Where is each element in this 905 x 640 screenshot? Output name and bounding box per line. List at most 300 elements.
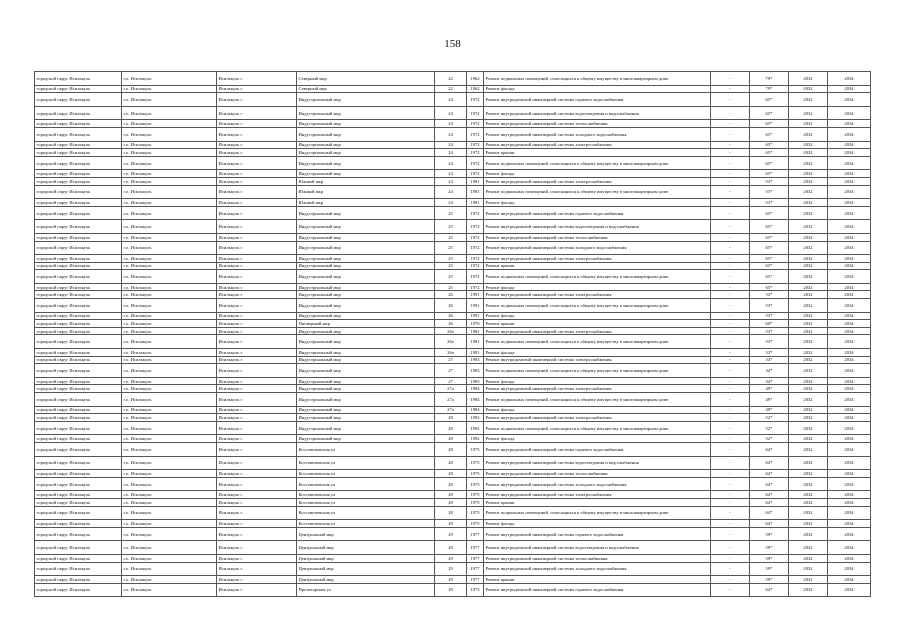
table-row — [35, 442, 871, 456]
cell-municipality: городской округ Исилькуль — [35, 576, 122, 584]
cell-blank: - — [711, 470, 750, 478]
cell-year-from: 2032 — [789, 270, 828, 284]
cell-municipality: городской округ Исилькуль — [35, 406, 122, 414]
cell-blank: - — [711, 156, 750, 170]
cell-street: Индустриальный мкр — [297, 291, 435, 299]
table-row — [35, 185, 871, 199]
cell-year-from: 2032 — [789, 377, 828, 385]
cell-year-to: 2034 — [828, 421, 871, 435]
cell-house-number: 28 — [435, 470, 467, 478]
cell-house-number: 28 — [435, 520, 467, 528]
cell-street: Центральный мкр — [297, 576, 435, 584]
cell-build-year: 1983 — [467, 377, 484, 385]
cell-street: Индустриальный мкр — [297, 385, 435, 393]
cell-blank: - — [711, 85, 750, 93]
cell-street: Индустриальный мкр — [297, 349, 435, 357]
cell-cost: 64* — [750, 477, 789, 491]
cell-district: г.о. Исилькуль — [122, 312, 217, 320]
cell-blank: - — [711, 364, 750, 378]
cell-settlement: Исилькуль г — [217, 255, 297, 263]
cell-settlement: Исилькуль г — [217, 312, 297, 320]
cell-work-type: Ремонт подвальных помещений, относящихся к общему имуществу в многоквартирном доме — [484, 270, 711, 284]
cell-street: Индустриальный мкр — [297, 406, 435, 414]
cell-cost: 65* — [750, 106, 789, 120]
cell-year-to: 2034 — [828, 377, 871, 385]
cell-municipality: городской округ Исилькуль — [35, 106, 122, 120]
table-row — [35, 349, 871, 357]
cell-year-to: 2034 — [828, 106, 871, 120]
cell-house-number: 26а — [435, 349, 467, 357]
cell-year-to: 2034 — [828, 506, 871, 520]
cell-street: Центральный мкр — [297, 562, 435, 576]
cell-year-from: 2032 — [789, 506, 828, 520]
cell-district: г.о. Исилькуль — [122, 320, 217, 328]
table-row — [35, 312, 871, 320]
cell-house-number: 26 — [435, 320, 467, 328]
table-row — [35, 241, 871, 255]
cell-year-to: 2034 — [828, 364, 871, 378]
cell-cost: 65* — [750, 149, 789, 157]
cell-build-year: 1983 — [467, 356, 484, 364]
cell-year-from: 2032 — [789, 120, 828, 128]
cell-build-year: 1975 — [467, 477, 484, 491]
cell-district: г.о. Исилькуль — [122, 506, 217, 520]
cell-blank: - — [711, 442, 750, 456]
cell-work-type: Ремонт внутридомовой инженерной системы горячего водоснабжения — [484, 527, 711, 541]
table-row — [35, 120, 871, 128]
cell-street: Коссовичевская ул — [297, 470, 435, 478]
cell-municipality: городской округ Исилькуль — [35, 233, 122, 241]
cell-district: г.о. Исилькуль — [122, 498, 217, 506]
cell-street: Коссовичевская ул — [297, 498, 435, 506]
cell-district: г.о. Исилькуль — [122, 520, 217, 528]
cell-settlement: Исилькуль г — [217, 127, 297, 141]
cell-settlement: Исилькуль г — [217, 520, 297, 528]
cell-work-type: Ремонт подвальных помещений, относящихся к общему имуществу в многоквартирном доме — [484, 185, 711, 199]
cell-settlement: Исилькуль г — [217, 262, 297, 270]
cell-municipality: городской округ Исилькуль — [35, 554, 122, 562]
cell-cost: 53* — [750, 335, 789, 349]
cell-cost: 64* — [750, 470, 789, 478]
cell-work-type: Ремонт подвальных помещений, относящихся к общему имуществу в многоквартирном доме — [484, 156, 711, 170]
cell-municipality: городской округ Исилькуль — [35, 421, 122, 435]
cell-settlement: Исилькуль г — [217, 170, 297, 178]
cell-year-from: 2032 — [789, 170, 828, 178]
cell-municipality: городской округ Исилькуль — [35, 506, 122, 520]
cell-municipality: городской округ Исилькуль — [35, 127, 122, 141]
cell-build-year: 1975 — [467, 442, 484, 456]
cell-district: г.о. Исилькуль — [122, 414, 217, 422]
cell-work-type: Ремонт фасада — [484, 312, 711, 320]
cell-settlement: Исилькуль г — [217, 327, 297, 335]
cell-blank: - — [711, 520, 750, 528]
cell-year-from: 2032 — [789, 520, 828, 528]
cell-work-type: Ремонт внутридомовой инженерной системы электроснабжения — [484, 177, 711, 185]
cell-house-number: 24 — [435, 185, 467, 199]
cell-year-to: 2034 — [828, 270, 871, 284]
cell-work-type: Ремонт внутридомовой инженерной системы теплоснабжения — [484, 120, 711, 128]
cell-district: г.о. Исилькуль — [122, 477, 217, 491]
cell-build-year: 1972 — [467, 149, 484, 157]
cell-year-to: 2034 — [828, 177, 871, 185]
cell-year-from: 2032 — [789, 220, 828, 234]
cell-year-from: 2032 — [789, 312, 828, 320]
cell-house-number: 27а — [435, 385, 467, 393]
cell-year-to: 2034 — [828, 149, 871, 157]
cell-year-to: 2034 — [828, 491, 871, 499]
cell-settlement: Исилькуль г — [217, 393, 297, 407]
cell-cost: 64* — [750, 491, 789, 499]
cell-year-from: 2032 — [789, 320, 828, 328]
cell-district: г.о. Исилькуль — [122, 93, 217, 107]
table-row — [35, 255, 871, 263]
cell-build-year: 1972 — [467, 120, 484, 128]
cell-blank: - — [711, 283, 750, 291]
cell-work-type: Ремонт внутридомовой инженерной системы холодного водоснабжения — [484, 477, 711, 491]
cell-house-number: 27 — [435, 356, 467, 364]
cell-settlement: Исилькуль г — [217, 456, 297, 470]
cell-settlement: Исилькуль г — [217, 377, 297, 385]
cell-work-type: Ремонт внутридомовой инженерной системы электроснабжения — [484, 385, 711, 393]
cell-year-from: 2032 — [789, 385, 828, 393]
cell-settlement: Исилькуль г — [217, 421, 297, 435]
cell-settlement: Исилькуль г — [217, 562, 297, 576]
cell-district: г.о. Исилькуль — [122, 421, 217, 435]
table-row — [35, 170, 871, 178]
cell-settlement: Исилькуль г — [217, 220, 297, 234]
cell-municipality: городской округ Исилькуль — [35, 93, 122, 107]
cell-street: Индустриальный мкр — [297, 241, 435, 255]
cell-street: Южный мкр — [297, 199, 435, 207]
table-row — [35, 520, 871, 528]
cell-house-number: 24 — [435, 120, 467, 128]
cell-municipality: городской округ Исилькуль — [35, 327, 122, 335]
cell-district: г.о. Исилькуль — [122, 72, 217, 86]
cell-cost: 34* — [750, 377, 789, 385]
cell-work-type: Ремонт внутридомовой инженерной системы электроснабжения — [484, 255, 711, 263]
cell-cost: 64* — [750, 520, 789, 528]
cell-settlement: Исилькуль г — [217, 72, 297, 86]
cell-work-type: Ремонт фасада — [484, 435, 711, 443]
cell-work-type: Ремонт подвальных помещений, относящихся к общему имуществу в многоквартирном доме — [484, 506, 711, 520]
table-row — [35, 291, 871, 299]
cell-blank: - — [711, 320, 750, 328]
table-body — [35, 72, 871, 597]
cell-settlement: Исилькуль г — [217, 406, 297, 414]
cell-cost: 53* — [750, 291, 789, 299]
cell-district: г.о. Исилькуль — [122, 85, 217, 93]
cell-year-to: 2034 — [828, 520, 871, 528]
cell-cost: 64* — [750, 456, 789, 470]
cell-build-year: 1981 — [467, 327, 484, 335]
cell-year-to: 2034 — [828, 327, 871, 335]
cell-street: Индустриальный мкр — [297, 262, 435, 270]
cell-year-from: 2032 — [789, 262, 828, 270]
table-row — [35, 562, 871, 576]
cell-house-number: 28 — [435, 421, 467, 435]
cell-build-year: 1975 — [467, 491, 484, 499]
cell-house-number: 28 — [435, 456, 467, 470]
cell-year-to: 2034 — [828, 141, 871, 149]
cell-year-to: 2034 — [828, 320, 871, 328]
cell-blank: - — [711, 414, 750, 422]
cell-street: Центральный мкр — [297, 541, 435, 555]
cell-build-year: 1976 — [467, 320, 484, 328]
cell-municipality: городской округ Исилькуль — [35, 170, 122, 178]
table-row — [35, 327, 871, 335]
cell-cost: 59* — [750, 576, 789, 584]
cell-street: Индустриальный мкр — [297, 141, 435, 149]
cell-build-year: 1992 — [467, 435, 484, 443]
cell-district: г.о. Исилькуль — [122, 491, 217, 499]
cell-house-number: 24 — [435, 177, 467, 185]
cell-district: г.о. Исилькуль — [122, 185, 217, 199]
cell-street: Северный мкр — [297, 85, 435, 93]
cell-build-year: 1973 — [467, 583, 484, 597]
cell-build-year: 1983 — [467, 364, 484, 378]
cell-year-to: 2034 — [828, 299, 871, 313]
cell-street: Индустриальный мкр — [297, 335, 435, 349]
cell-house-number: 24 — [435, 141, 467, 149]
cell-municipality: городской округ Исилькуль — [35, 206, 122, 220]
cell-street: Индустриальный мкр — [297, 233, 435, 241]
cell-work-type: Ремонт фасада — [484, 283, 711, 291]
cell-house-number: 29 — [435, 541, 467, 555]
cell-municipality: городской округ Исилькуль — [35, 149, 122, 157]
cell-blank: - — [711, 406, 750, 414]
cell-year-to: 2034 — [828, 414, 871, 422]
cell-cost: 53* — [750, 299, 789, 313]
cell-year-from: 2032 — [789, 541, 828, 555]
cell-settlement: Исилькуль г — [217, 498, 297, 506]
cell-year-to: 2034 — [828, 220, 871, 234]
cell-year-to: 2034 — [828, 199, 871, 207]
cell-house-number: 28 — [435, 491, 467, 499]
table-row — [35, 177, 871, 185]
cell-district: г.о. Исилькуль — [122, 456, 217, 470]
table-row — [35, 527, 871, 541]
cell-blank: - — [711, 506, 750, 520]
cell-build-year: 1981 — [467, 335, 484, 349]
cell-year-to: 2034 — [828, 206, 871, 220]
cell-municipality: городской округ Исилькуль — [35, 270, 122, 284]
cell-year-to: 2034 — [828, 527, 871, 541]
table-row — [35, 554, 871, 562]
cell-build-year: 1984 — [467, 393, 484, 407]
cell-blank: - — [711, 255, 750, 263]
cell-blank: - — [711, 170, 750, 178]
cell-work-type: Ремонт внутридомовой инженерной системы горячего водоснабжения — [484, 583, 711, 597]
cell-year-to: 2034 — [828, 335, 871, 349]
cell-year-from: 2032 — [789, 406, 828, 414]
cell-municipality: городской округ Исилькуль — [35, 356, 122, 364]
cell-house-number: 28 — [435, 498, 467, 506]
cell-work-type: Ремонт внутридомовой инженерной системы холодного водоснабжения — [484, 562, 711, 576]
table-row — [35, 477, 871, 491]
cell-build-year: 1991 — [467, 299, 484, 313]
cell-settlement: Исилькуль г — [217, 291, 297, 299]
cell-cost: 65* — [750, 141, 789, 149]
cell-municipality: городской округ Исилькуль — [35, 477, 122, 491]
cell-settlement: Исилькуль г — [217, 506, 297, 520]
cell-year-from: 2032 — [789, 85, 828, 93]
cell-year-from: 2032 — [789, 583, 828, 597]
cell-municipality: городской округ Исилькуль — [35, 312, 122, 320]
cell-work-type: Ремонт крыши — [484, 262, 711, 270]
cell-district: г.о. Исилькуль — [122, 177, 217, 185]
cell-work-type: Ремонт подвальных помещений, относящихся к общему имуществу в многоквартирном доме — [484, 364, 711, 378]
cell-work-type: Ремонт внутридомовой инженерной системы электроснабжения — [484, 327, 711, 335]
cell-year-to: 2034 — [828, 393, 871, 407]
cell-build-year: 1981 — [467, 177, 484, 185]
cell-settlement: Исилькуль г — [217, 206, 297, 220]
cell-municipality: городской округ Исилькуль — [35, 498, 122, 506]
table-row — [35, 506, 871, 520]
cell-blank: - — [711, 477, 750, 491]
cell-street: Индустриальный мкр — [297, 206, 435, 220]
cell-municipality: городской округ Исилькуль — [35, 335, 122, 349]
table-row — [35, 456, 871, 470]
cell-house-number: 28 — [435, 435, 467, 443]
cell-house-number: 25 — [435, 233, 467, 241]
table-row — [35, 320, 871, 328]
cell-build-year: 1981 — [467, 349, 484, 357]
cell-work-type: Ремонт фасада — [484, 520, 711, 528]
cell-cost: 53* — [750, 312, 789, 320]
cell-municipality: городской округ Исилькуль — [35, 255, 122, 263]
cell-work-type: Ремонт внутридомовой инженерной системы холодного водоснабжения — [484, 127, 711, 141]
cell-work-type: Ремонт фасада — [484, 199, 711, 207]
cell-year-from: 2032 — [789, 299, 828, 313]
cell-district: г.о. Исилькуль — [122, 554, 217, 562]
cell-settlement: Исилькуль г — [217, 477, 297, 491]
cell-build-year: 1981 — [467, 199, 484, 207]
cell-work-type: Ремонт внутридомовой инженерной системы электроснабжения — [484, 291, 711, 299]
cell-cost: 34* — [750, 364, 789, 378]
cell-settlement: Исилькуль г — [217, 320, 297, 328]
cell-build-year: 1972 — [467, 141, 484, 149]
cell-blank: - — [711, 149, 750, 157]
cell-work-type: Ремонт внутридомовой инженерной системы горячего водоснабжения — [484, 206, 711, 220]
cell-year-from: 2032 — [789, 562, 828, 576]
cell-street: Коссовичевская ул — [297, 520, 435, 528]
cell-cost: 53* — [750, 327, 789, 335]
cell-cost: 59* — [750, 541, 789, 555]
cell-blank: - — [711, 312, 750, 320]
cell-house-number: 25 — [435, 270, 467, 284]
cell-build-year: 1972 — [467, 170, 484, 178]
cell-cost: 64* — [750, 442, 789, 456]
table-row — [35, 377, 871, 385]
cell-year-from: 2032 — [789, 233, 828, 241]
cell-year-from: 2032 — [789, 356, 828, 364]
cell-district: г.о. Исилькуль — [122, 156, 217, 170]
cell-house-number: 24 — [435, 156, 467, 170]
table-row — [35, 93, 871, 107]
cell-year-to: 2034 — [828, 255, 871, 263]
cell-build-year: 1972 — [467, 106, 484, 120]
cell-year-from: 2032 — [789, 106, 828, 120]
cell-work-type: Ремонт крыши — [484, 320, 711, 328]
cell-settlement: Исилькуль г — [217, 141, 297, 149]
cell-municipality: городской округ Исилькуль — [35, 385, 122, 393]
cell-work-type: Ремонт подвальных помещений, относящихся к общему имуществу в многоквартирном доме — [484, 335, 711, 349]
cell-municipality: городской округ Исилькуль — [35, 120, 122, 128]
cell-house-number: 26 — [435, 299, 467, 313]
cell-year-to: 2034 — [828, 170, 871, 178]
cell-cost: 52* — [750, 421, 789, 435]
cell-settlement: Исилькуль г — [217, 356, 297, 364]
cell-year-to: 2034 — [828, 498, 871, 506]
cell-blank: - — [711, 435, 750, 443]
cell-street: Южный мкр — [297, 177, 435, 185]
cell-cost: 64* — [750, 506, 789, 520]
cell-district: г.о. Исилькуль — [122, 241, 217, 255]
cell-settlement: Исилькуль г — [217, 270, 297, 284]
cell-build-year: 1975 — [467, 456, 484, 470]
cell-work-type: Ремонт внутридомовой инженерной системы водоотведения и водоснабжения — [484, 220, 711, 234]
cell-street: Индустриальный мкр — [297, 120, 435, 128]
cell-build-year: 1972 — [467, 220, 484, 234]
cell-work-type: Ремонт внутридомовой инженерной системы электроснабжения — [484, 356, 711, 364]
cell-district: г.о. Исилькуль — [122, 576, 217, 584]
cell-municipality: городской округ Исилькуль — [35, 141, 122, 149]
cell-cost: 59* — [750, 562, 789, 576]
cell-house-number: 28 — [435, 506, 467, 520]
cell-year-to: 2034 — [828, 562, 871, 576]
cell-street: Индустриальный мкр — [297, 364, 435, 378]
cell-municipality: городской округ Исилькуль — [35, 177, 122, 185]
cell-house-number: 27 — [435, 377, 467, 385]
table-row — [35, 156, 871, 170]
cell-work-type: Ремонт внутридомовой инженерной системы водоотведения и водоснабжения — [484, 541, 711, 555]
cell-municipality: городской округ Исилькуль — [35, 541, 122, 555]
cell-cost: 52* — [750, 414, 789, 422]
cell-year-to: 2034 — [828, 185, 871, 199]
cell-cost: 53* — [750, 177, 789, 185]
cell-year-to: 2034 — [828, 156, 871, 170]
cell-build-year: 1991 — [467, 291, 484, 299]
cell-cost: 65* — [750, 170, 789, 178]
table-row — [35, 406, 871, 414]
cell-district: г.о. Исилькуль — [122, 299, 217, 313]
cell-municipality: городской округ Исилькуль — [35, 72, 122, 86]
cell-year-from: 2032 — [789, 470, 828, 478]
cell-cost: 65* — [750, 255, 789, 263]
cell-street: Индустриальный мкр — [297, 170, 435, 178]
cell-work-type: Ремонт внутридомовой инженерной системы электроснабжения — [484, 491, 711, 499]
cell-house-number: 27а — [435, 393, 467, 407]
cell-municipality: городской округ Исилькуль — [35, 320, 122, 328]
cell-year-to: 2034 — [828, 470, 871, 478]
cell-blank: - — [711, 262, 750, 270]
cell-municipality: городской округ Исилькуль — [35, 393, 122, 407]
cell-house-number: 25 — [435, 283, 467, 291]
cell-year-to: 2034 — [828, 554, 871, 562]
cell-year-to: 2034 — [828, 576, 871, 584]
cell-district: г.о. Исилькуль — [122, 364, 217, 378]
cell-house-number: 27 — [435, 364, 467, 378]
table-row — [35, 421, 871, 435]
cell-build-year: 1962 — [467, 72, 484, 86]
table-row — [35, 393, 871, 407]
cell-house-number: 25 — [435, 241, 467, 255]
cell-municipality: городской округ Исилькуль — [35, 435, 122, 443]
cell-work-type: Ремонт внутридомовой инженерной системы горячего водоснабжения — [484, 93, 711, 107]
cell-year-from: 2032 — [789, 199, 828, 207]
cell-blank: - — [711, 562, 750, 576]
cell-blank: - — [711, 141, 750, 149]
